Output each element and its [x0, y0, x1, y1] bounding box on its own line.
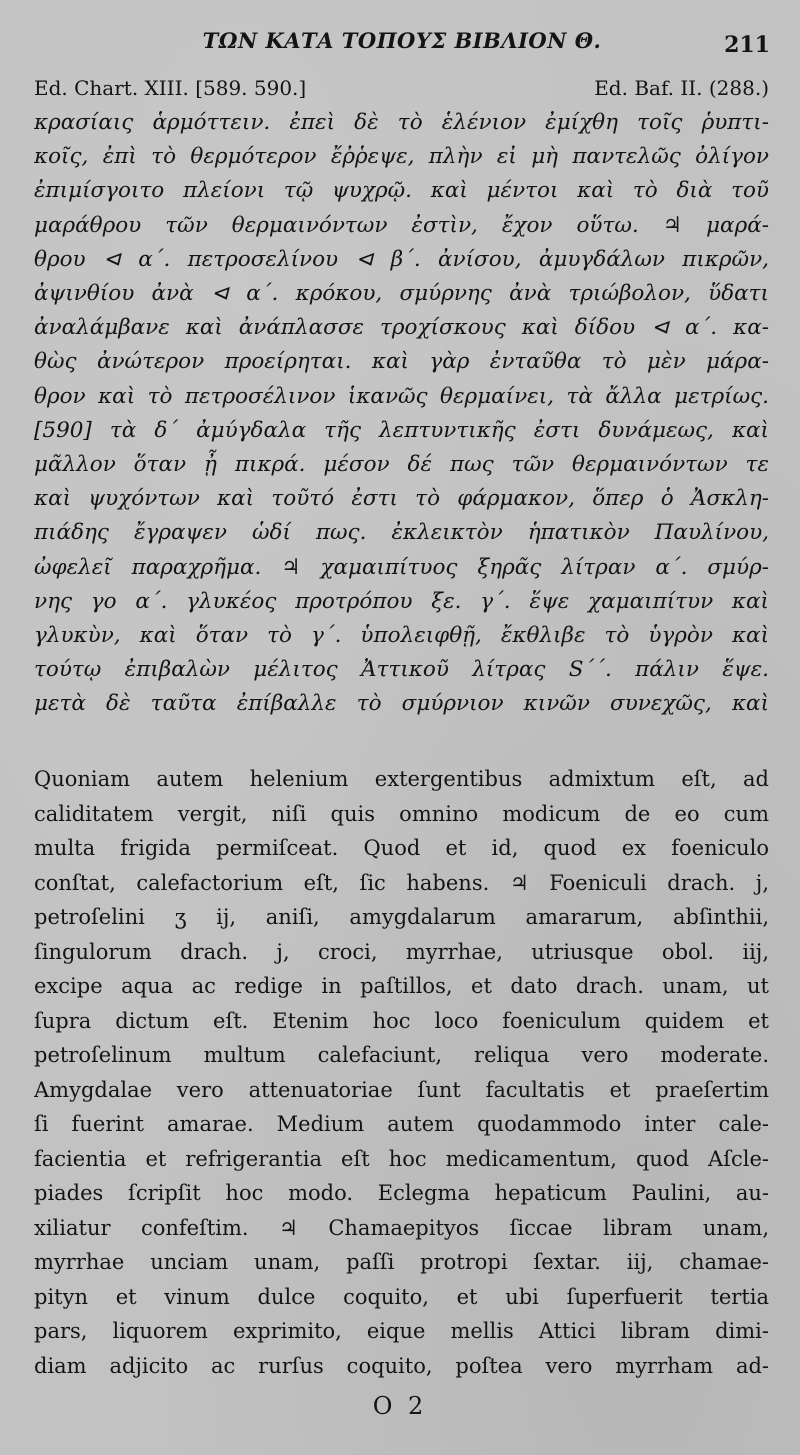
- edition-chartier-ref: Ed. Chart. XIII. [589. 590.]: [34, 76, 307, 100]
- edition-reference-line: [34, 76, 769, 106]
- running-title: ΤΩΝ ΚΑΤΑ ΤΟΠΟΥΣ ΒΙΒΛΙΟΝ Θ.: [202, 28, 602, 53]
- greek-line: πιάδης ἔγραψεν ὡδί πως. ἐκλεικτὸν ἡπατικὸν Παυλίνου,: [34, 520, 769, 546]
- latin-line: myrrhae unciam unam, paſſi protropi ſextar. iij, chamae-: [34, 1250, 769, 1274]
- greek-line: θρου ⊲ α΄. πετροσελίνου ⊲ β΄. ἀνίσου, ἀμυγδάλων πικρῶν,: [34, 246, 769, 272]
- greek-line: μᾶλλον ὅταν ᾖ πικρά. μέσον δέ πως τῶν θερμαινόντων τε: [34, 452, 769, 478]
- greek-line: γλυκὺν, καὶ ὅταν τὸ γ΄. ὑπολειφθῇ, ἔκθλιβε τὸ ὑγρὸν καὶ: [34, 623, 769, 649]
- latin-line: diam adjicito ac rurſus coquito, poſtea vero myrrham ad-: [34, 1353, 769, 1378]
- latin-line: ſingulorum drach. j, croci, myrrhae, utriusque obol. iij,: [34, 939, 769, 964]
- running-header: [34, 28, 770, 62]
- latin-text-block: [34, 762, 769, 1383]
- latin-line: petroſelini ʒ ij, aniſi, amygdalarum amararum, abſinthii,: [34, 905, 769, 929]
- latin-line: facientia et refrigerantia eſt hoc medicamentum, quod Aſcle-: [34, 1146, 769, 1171]
- latin-line: xiliatur confeſtim. ♃ Chamaepityos ſiccae libram unam,: [34, 1215, 769, 1240]
- greek-line: ἐπιμίσγοιτο πλείονι τῷ ψυχρῷ. καὶ μέντοι καὶ τὸ διὰ τοῦ: [34, 178, 769, 204]
- greek-line: μετὰ δὲ ταῦτα ἐπίβαλλε τὸ σμύρνιον κινῶν συνεχῶς, καὶ: [34, 691, 769, 717]
- latin-line: piades ſcripſit hoc modo. Eclegma hepaticum Paulini, au-: [34, 1181, 769, 1205]
- latin-line: Quoniam autem helenium extergentibus admixtum eſt, ad: [34, 767, 769, 791]
- greek-line: νης γο α΄. γλυκέος προτρόπου ξε. γ΄. ἕψε χαμαιπίτυν καὶ: [34, 588, 769, 614]
- latin-line: pityn et vinum dulce coquito, et ubi ſuperfuerit tertia: [34, 1284, 769, 1309]
- page-number: 211: [724, 32, 770, 58]
- latin-line: pars, liquorem exprimito, eique mellis Attici libram dimi-: [34, 1319, 769, 1343]
- greek-line: καὶ ψυχόντων καὶ τοῦτό ἐστι τὸ φάρμακον, ὅπερ ὁ Ἀσκλη-: [34, 486, 769, 512]
- latin-line: petroſelinum multum calefaciunt, reliqua vero moderate.: [34, 1043, 769, 1067]
- greek-text-block: [34, 106, 769, 722]
- latin-line: multa frigida permiſceat. Quod et id, quod ex foeniculo: [34, 836, 769, 860]
- edition-basel-ref: Ed. Baf. II. (288.): [594, 76, 769, 100]
- latin-line: conſtat, calefactorium eſt, ſic habens. ♃ Foeniculi drach. j,: [34, 870, 769, 895]
- greek-line: θρον καὶ τὸ πετροσέλινον ἱκανῶς θερμαίνει, τὰ ἄλλα μετρίως.: [34, 383, 769, 409]
- printer-signature-mark: O 2: [372, 1392, 428, 1420]
- latin-line: Amygdalae vero attenuatoriae ſunt facultatis et praeſertim: [34, 1077, 769, 1102]
- greek-line: [590] τὰ δ΄ ἀμύγδαλα τῆς λεπτυντικῆς ἐστι δυνάμεως, καὶ: [34, 417, 769, 443]
- greek-line: μαράθρου τῶν θερμαινόντων ἐστὶν, ἔχον οὕτω. ♃ μαρά-: [34, 212, 769, 238]
- greek-line: τούτῳ ἐπιβαλὼν μέλιτος Ἀττικοῦ λίτρας S΄΄. πάλιν ἕψε.: [34, 657, 769, 683]
- greek-line: κοῖς, ἐπὶ τὸ θερμότερον ἔῤῥεψε, πλὴν εἰ μὴ παντελῶς ὀλίγον: [34, 144, 769, 170]
- greek-line: κρασίαις ἁρμόττειν. ἐπεὶ δὲ τὸ ἑλένιον ἐμίχθη τοῖς ῥυπτι-: [34, 110, 769, 135]
- latin-line: ſupra dictum eſt. Etenim hoc loco foeniculum quidem et: [34, 1008, 769, 1033]
- greek-line: θὼς ἀνώτερον προείρηται. καὶ γὰρ ἐνταῦθα τὸ μὲν μάρα-: [34, 349, 769, 375]
- latin-line: caliditatem vergit, niſi quis omnino modicum de eo cum: [34, 801, 769, 826]
- latin-line: excipe aqua ac redige in paſtillos, et dato drach. unam, ut: [34, 974, 769, 998]
- greek-line: ἀψινθίου ἀνὰ ⊲ α΄. κρόκου, σμύρνης ἀνὰ τριώβολον, ὕδατι: [34, 281, 769, 307]
- greek-line: ὠφελεῖ παραχρῆμα. ♃ χαμαιπίτυος ξηρᾶς λίτραν α΄. σμύρ-: [34, 554, 769, 580]
- greek-line: ἀναλάμβανε καὶ ἀνάπλασσε τροχίσκους καὶ δίδου ⊲ α΄. κα-: [34, 315, 769, 341]
- latin-line: ſi fuerint amarae. Medium autem quodammodo inter cale-: [34, 1112, 769, 1136]
